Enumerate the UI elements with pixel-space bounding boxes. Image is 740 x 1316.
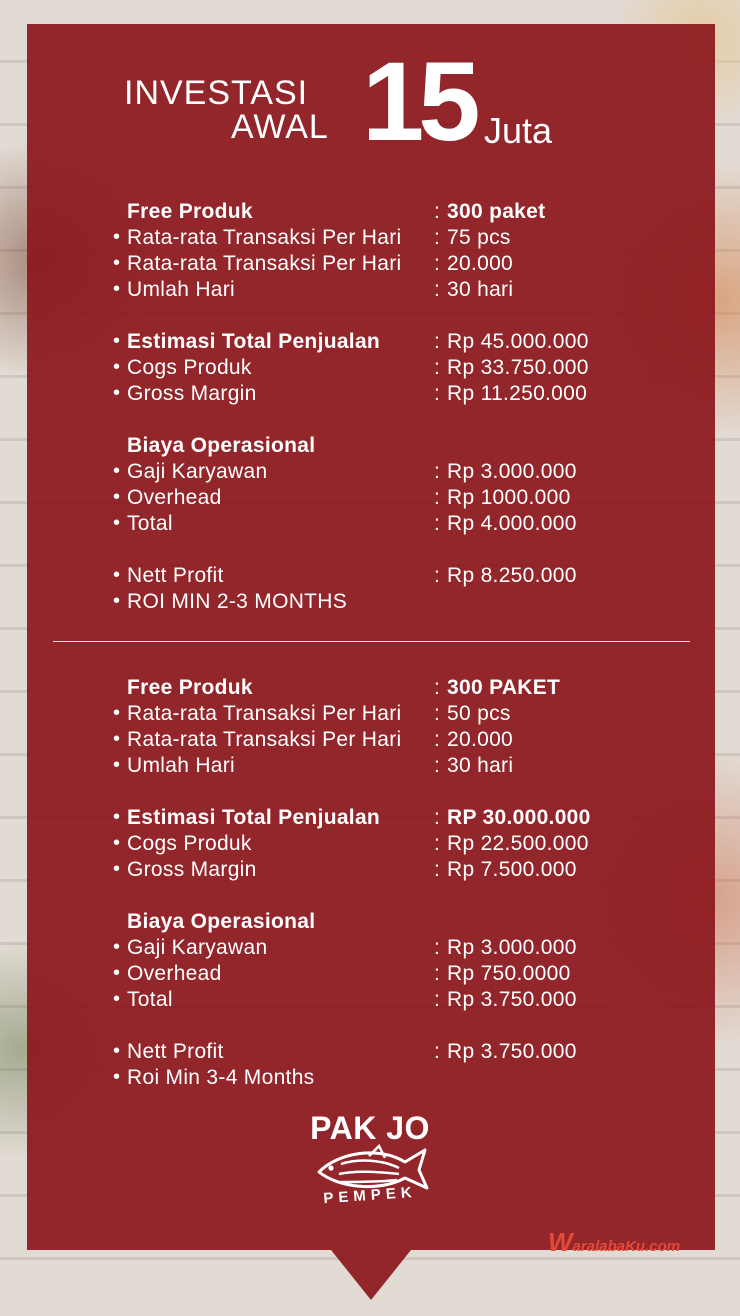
header-word-investasi: INVESTASI xyxy=(124,74,309,112)
line-item-separator: : xyxy=(434,330,440,353)
line-item xyxy=(0,1065,740,1091)
bullet-icon: • xyxy=(113,252,121,274)
line-item-label: Overhead xyxy=(127,486,222,509)
brand-name: PAK JO xyxy=(310,1110,430,1146)
line-item-value: 75 pcs xyxy=(447,226,511,249)
line-item xyxy=(0,381,740,407)
line-item-separator: : xyxy=(434,962,440,985)
bullet-icon: • xyxy=(113,460,121,482)
line-item-separator: : xyxy=(434,936,440,959)
line-item-separator: : xyxy=(434,806,440,829)
line-item xyxy=(0,251,740,277)
line-item-value: Rp 22.500.000 xyxy=(447,832,589,855)
line-item-value: 50 pcs xyxy=(447,702,511,725)
line-item-separator: : xyxy=(434,200,440,223)
line-item-separator: : xyxy=(434,486,440,509)
bullet-icon: • xyxy=(113,754,121,776)
bullet-icon: • xyxy=(113,278,121,300)
bullet-icon: • xyxy=(113,962,121,984)
line-item-label: Total xyxy=(127,512,173,535)
line-item-separator: : xyxy=(434,832,440,855)
line-item xyxy=(0,199,740,225)
line-item xyxy=(0,909,740,935)
header-amount: 15 xyxy=(362,39,475,164)
line-item xyxy=(0,329,740,355)
line-item-separator: : xyxy=(434,460,440,483)
line-item-label: Biaya Operasional xyxy=(127,434,316,457)
bullet-icon: • xyxy=(113,486,121,508)
line-item-value: Rp 7.500.000 xyxy=(447,858,577,881)
line-item-separator: : xyxy=(434,1040,440,1063)
line-item xyxy=(0,485,740,511)
line-item-label: Rata-rata Transaksi Per Hari xyxy=(127,252,402,275)
line-item-value: 30 hari xyxy=(447,754,514,777)
line-item-label: Biaya Operasional xyxy=(127,910,316,933)
line-item-value: Rp 750.0000 xyxy=(447,962,571,985)
line-item-value: Rp 1000.000 xyxy=(447,486,571,509)
bullet-icon: • xyxy=(113,1040,121,1062)
line-item xyxy=(0,753,740,779)
line-item xyxy=(0,831,740,857)
line-item-value: Rp 8.250.000 xyxy=(447,564,577,587)
bullet-icon: • xyxy=(113,806,121,828)
panel-pointer xyxy=(331,1250,411,1300)
line-item-label: Gaji Karyawan xyxy=(127,460,268,483)
bullet-icon: • xyxy=(113,858,121,880)
line-item-label: Free Produk xyxy=(127,676,253,699)
line-item xyxy=(0,987,740,1013)
line-item xyxy=(0,857,740,883)
line-item-separator: : xyxy=(434,858,440,881)
bullet-icon: • xyxy=(113,512,121,534)
line-item-label: Rata-rata Transaksi Per Hari xyxy=(127,702,402,725)
line-item-value: Rp 3.750.000 xyxy=(447,988,577,1011)
bullet-icon: • xyxy=(113,330,121,352)
line-item-label: Estimasi Total Penjualan xyxy=(127,330,381,353)
line-item-value: Rp 3.000.000 xyxy=(447,460,577,483)
line-item xyxy=(0,701,740,727)
line-item xyxy=(0,433,740,459)
line-item-value: Rp 3.750.000 xyxy=(447,1040,577,1063)
bullet-icon: • xyxy=(113,988,121,1010)
line-item xyxy=(0,675,740,701)
bullet-icon: • xyxy=(113,356,121,378)
line-item-value: 30 hari xyxy=(447,278,514,301)
line-item-label: Cogs Produk xyxy=(127,356,252,379)
line-item xyxy=(0,589,740,615)
line-item-separator: : xyxy=(434,512,440,535)
bullet-icon: • xyxy=(113,832,121,854)
line-item-label: Rata-rata Transaksi Per Hari xyxy=(127,226,402,249)
line-item-label: Roi Min 3-4 Months xyxy=(127,1066,315,1089)
line-item xyxy=(0,511,740,537)
brand-tagline: PEMPEK xyxy=(322,1183,418,1208)
line-item-value: RP 30.000.000 xyxy=(447,806,591,829)
line-item-label: Nett Profit xyxy=(127,1040,224,1063)
line-item-label: Gross Margin xyxy=(127,382,257,405)
line-item-separator: : xyxy=(434,226,440,249)
bullet-icon: • xyxy=(113,564,121,586)
line-item-separator: : xyxy=(434,252,440,275)
line-item xyxy=(0,225,740,251)
line-item-value: 300 PAKET xyxy=(447,676,561,699)
line-item xyxy=(0,1039,740,1065)
line-item-value: Rp 3.000.000 xyxy=(447,936,577,959)
section-divider xyxy=(53,641,690,642)
line-item-value: 20.000 xyxy=(447,252,514,275)
line-item-label: Rata-rata Transaksi Per Hari xyxy=(127,728,402,751)
watermark-initial: W xyxy=(548,1227,573,1257)
line-item-separator: : xyxy=(434,676,440,699)
line-item-separator: : xyxy=(434,754,440,777)
bullet-icon: • xyxy=(113,590,121,612)
line-item xyxy=(0,727,740,753)
line-item-label: Estimasi Total Penjualan xyxy=(127,806,381,829)
watermark xyxy=(548,1229,680,1255)
line-item-label: Gross Margin xyxy=(127,858,257,881)
bullet-icon: • xyxy=(113,702,121,724)
bullet-icon: • xyxy=(113,936,121,958)
line-item-value: 20.000 xyxy=(447,728,514,751)
line-item-separator: : xyxy=(434,702,440,725)
line-item-value: 300 paket xyxy=(447,200,546,223)
line-item-value: Rp 45.000.000 xyxy=(447,330,589,353)
line-item-label: Gaji Karyawan xyxy=(127,936,268,959)
line-item xyxy=(0,961,740,987)
line-item xyxy=(0,563,740,589)
line-item-label: ROI MIN 2-3 MONTHS xyxy=(127,590,348,613)
line-item-label: Cogs Produk xyxy=(127,832,252,855)
line-item-separator: : xyxy=(434,356,440,379)
bullet-icon: • xyxy=(113,728,121,750)
bullet-icon: • xyxy=(113,382,121,404)
line-item-separator: : xyxy=(434,988,440,1011)
header-unit: Juta xyxy=(484,110,553,151)
line-item-separator: : xyxy=(434,728,440,751)
line-item xyxy=(0,277,740,303)
line-item-label: Free Produk xyxy=(127,200,253,223)
header-word-awal: AWAL xyxy=(231,108,329,146)
line-item-separator: : xyxy=(434,278,440,301)
line-item-label: Umlah Hari xyxy=(127,754,236,777)
line-item-label: Nett Profit xyxy=(127,564,224,587)
line-item-value: Rp 4.000.000 xyxy=(447,512,577,535)
line-item xyxy=(0,935,740,961)
line-item-separator: : xyxy=(434,564,440,587)
line-item-label: Overhead xyxy=(127,962,222,985)
line-item xyxy=(0,355,740,381)
line-item-value: Rp 33.750.000 xyxy=(447,356,589,379)
bullet-icon: • xyxy=(113,226,121,248)
bullet-icon: • xyxy=(113,1066,121,1088)
line-item xyxy=(0,805,740,831)
line-item-label: Umlah Hari xyxy=(127,278,236,301)
line-item-separator: : xyxy=(434,382,440,405)
line-item-label: Total xyxy=(127,988,173,1011)
line-item-value: Rp 11.250.000 xyxy=(447,382,588,405)
watermark-text: aralabaKu.com xyxy=(572,1238,681,1255)
line-item xyxy=(0,459,740,485)
